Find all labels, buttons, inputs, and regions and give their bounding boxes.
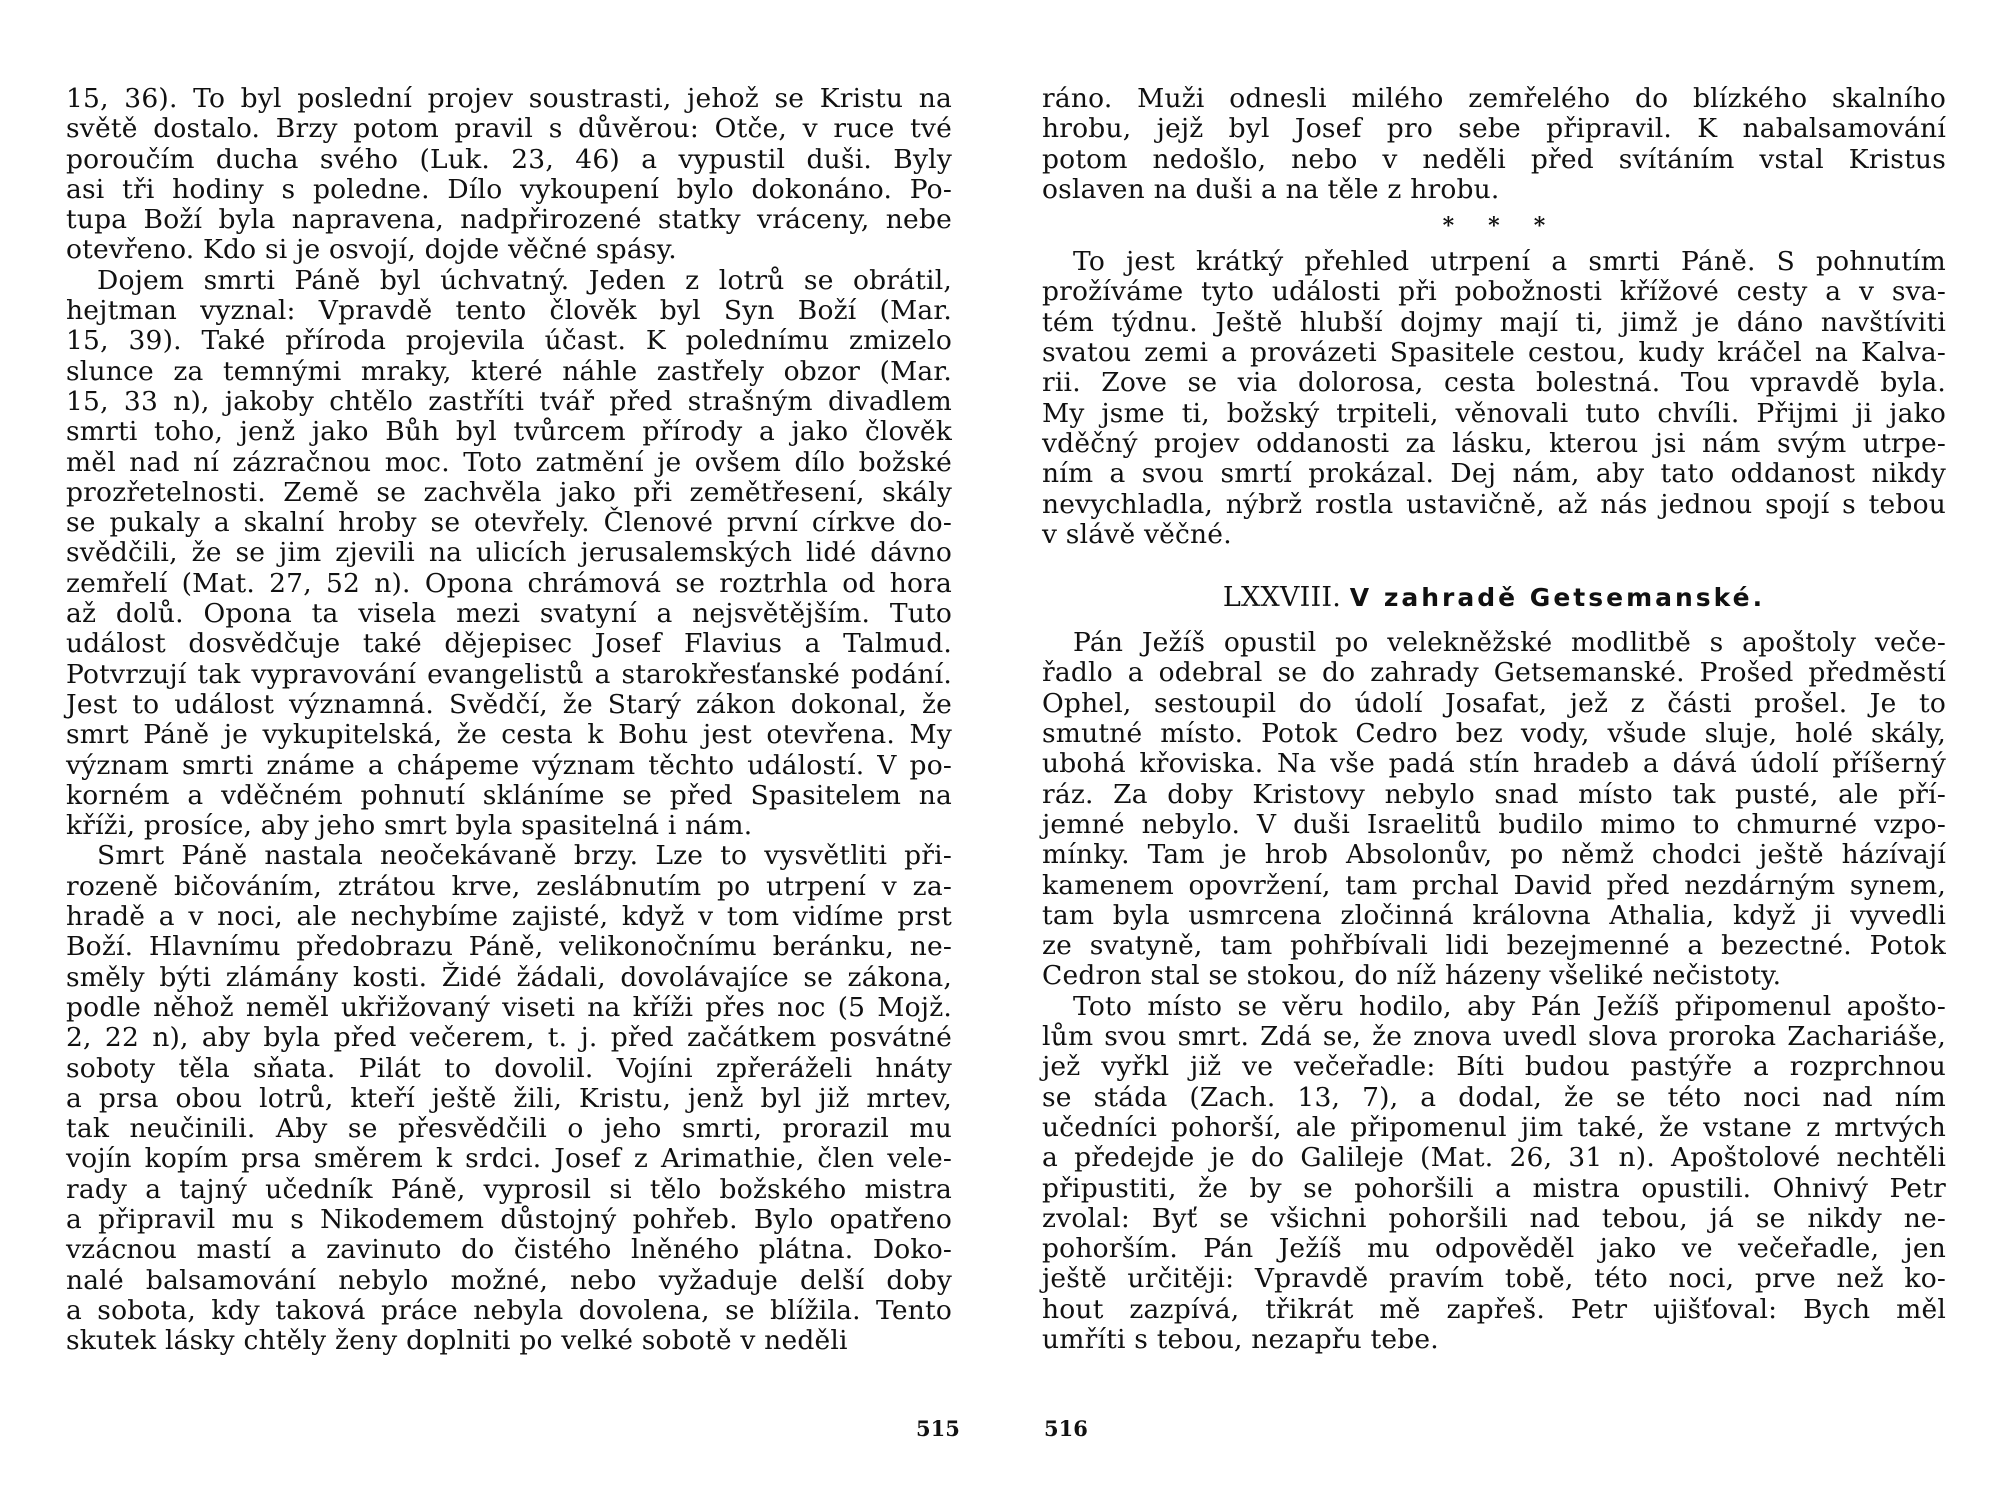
text-line: Jest to událost významná. Svědčí, že Starý zákon dokonal, že [66, 688, 952, 720]
continuation-paragraph [1042, 84, 1946, 205]
chapter-title: V zahradě Getsemanské. [1349, 583, 1766, 613]
text-line: lům svou smrt. Zdá se, že znova uvedl slova proroka Zachariáše, [1042, 1021, 1946, 1053]
section-separator: * * * [1442, 213, 1546, 240]
text-line: oslaven na duši a na těle z hrobu. [1042, 173, 1500, 205]
text-line: a připravil mu s Nikodemem důstojný pohřeb. Bylo opatřeno [66, 1203, 952, 1235]
text-line: poroučím ducha svého (Luk. 23, 46) a vypustil duši. Byly [66, 143, 952, 175]
text-line: vděčný projev oddanosti za lásku, kterou jsi nám svým utrpe- [1042, 427, 1946, 459]
text-line: řadlo a odebral se do zahrady Getsemanské. Prošed předměstí [1042, 657, 1946, 689]
text-line: hrobu, jejž byl Josef pro sebe připravil. K nabalsamování [1042, 113, 1946, 145]
text-line: zvolal: Byť se všichni pohoršili nad tebou, já se nikdy ne- [1042, 1202, 1946, 1234]
text-line: pohorším. Pán Ježíš mu odpověděl jako ve večeřadle, jen [1042, 1233, 1946, 1265]
left-page-text [66, 84, 952, 1356]
text-line: potom nedošlo, nebo v neděli před svítáním vstal Kristus [1042, 143, 1946, 175]
text-line: smrt Páně je vykupitelská, že cesta k Bohu jest otevřena. My [66, 719, 952, 751]
text-line: hout zazpívá, třikrát mě zapřeš. Petr ujišťoval: Bych měl [1042, 1293, 1946, 1325]
text-line: Dojem smrti Páně byl úchvatný. Jeden z lotrů se obrátil, [97, 264, 952, 296]
right-page [998, 0, 1996, 1500]
text-line: ještě určitěji: Vpravdě pravím tobě, této noci, prve než ko- [1042, 1263, 1946, 1295]
text-line: prozřetelnosti. Země se zachvěla jako při zemětřesení, skály [66, 476, 952, 508]
text-line: 15, 33 n), jakoby chtělo zastříti tvář před strašným divadlem [66, 385, 952, 417]
text-line: ubohá křoviska. Na vše padá stín hradeb a dává údolí příšerný [1042, 748, 1946, 780]
text-line: otevřeno. Kdo si je osvojí, dojde věčné spásy. [66, 234, 677, 266]
text-line: připustiti, že by se pohoršili a mistra opustili. Ohnivý Petr [1042, 1172, 1946, 1204]
text-line: se pukaly a skalní hroby se otevřely. Členové první církve do- [66, 507, 952, 539]
text-line: Smrt Páně nastala neočekávaně brzy. Lze to vysvětliti při- [97, 840, 952, 872]
text-line: smutné místo. Potok Cedro bez vody, všude sluje, holé skály, [1042, 718, 1946, 750]
page-number: 516 [1044, 1416, 1088, 1441]
text-line: jemné nebylo. V duši Israelitů budilo mimo to chmurné vzpo- [1042, 808, 1946, 840]
text-line: Boží. Hlavnímu předobrazu Páně, velikonočnímu beránku, ne- [66, 931, 952, 963]
text-line: událost dosvědčuje také dějepisec Josef Flavius a Talmud. [66, 628, 952, 660]
text-line: umříti s tebou, nezapřu tebe. [1042, 1323, 1439, 1355]
text-line: ze svatyně, tam pohřbívali lidi bezejmenné a bezectné. Potok [1042, 930, 1946, 962]
text-line: světě dostalo. Brzy potom pravil s důvěrou: Otče, v ruce tvé [66, 113, 952, 145]
text-line: My jsme ti, božský trpiteli, věnovali tuto chvíli. Přijmi ji jako [1042, 397, 1946, 429]
text-line: smrti toho, jenž jako Bůh byl tvůrcem přírody a jako člověk [66, 416, 952, 448]
text-line: tupa Boží byla napravena, nadpřirozené statky vráceny, nebe [66, 204, 952, 236]
text-line: učedníci pohorší, ale připomenul jim také, že vstane z mrtvých [1042, 1111, 1946, 1143]
chapter-numeral: LXXVIII. [1222, 582, 1341, 614]
text-line: ním a svou smrtí prokázal. Dej nám, aby tato oddanost nikdy [1042, 458, 1946, 490]
text-line: skutek lásky chtěly ženy doplniti po velké sobotě v neděli [66, 1325, 848, 1357]
text-line: tém týdnu. Ještě hlubší dojmy mají ti, jimž je dáno navštíviti [1042, 306, 1946, 338]
text-line: 15, 36). To byl poslední projev soustrasti, jehož se Kristu na [66, 83, 952, 114]
text-line: nevychladla, nýbrž rostla ustavičně, až nás jednou spojí s tebou [1042, 488, 1946, 520]
spacer [1042, 550, 1946, 574]
text-line: Cedron stal se stokou, do níž házeny všeliké nečistoty. [1042, 960, 1782, 992]
text-line: až dolů. Opona ta visela mezi svatyní a nejsvětějším. Tuto [66, 598, 952, 630]
text-line: vojín kopím prsa směrem k srdci. Josef z Arimathie, člen vele- [66, 1143, 952, 1175]
text-line: asi tři hodiny s poledne. Dílo vykoupení bylo dokonáno. Po- [66, 173, 952, 205]
text-line: mínky. Tam je hrob Absolonův, po němž chodci ještě házívají [1042, 839, 1946, 871]
text-line: Potvrzují tak vypravování evangelistů a starokřesťanské podání. [66, 658, 952, 690]
summary-paragraph [1042, 247, 1946, 550]
text-line: ráno. Muži odnesli milého zemřelého do blízkého skalního [1042, 83, 1946, 114]
text-line: svatou zemi a provázeti Spasitele cestou, kudy kráčel na Kalva- [1042, 337, 1946, 369]
right-page-text [1042, 84, 1946, 1355]
text-line: svědčili, že se jim zjevili na ulicích jerusalemských lidé dávno [66, 537, 952, 569]
text-line: význam smrti známe a chápeme význam těchto událostí. V po- [66, 749, 952, 781]
chapter-body [1042, 628, 1946, 1355]
page-number: 515 [916, 1416, 960, 1441]
text-line: kamenem opovržení, tam prchal David před nezdárným synem, [1042, 869, 1946, 901]
text-line: rady a tajný učedník Páně, vyprosil si tělo božského mistra [66, 1173, 952, 1205]
text-line: rozeně bičováním, ztrátou krve, zeslábnutím po utrpení v za- [66, 870, 952, 902]
text-line: tam byla usmrcena zločinná královna Athalia, když ji vyvedli [1042, 899, 1946, 931]
text-line: tak neučinili. Aby se přesvědčili o jeho smrti, prorazil mu [66, 1113, 952, 1145]
text-line: Ophel, sestoupil do údolí Josafat, jež z části prošel. Je to [1042, 687, 1946, 719]
text-line: v slávě věčné. [1042, 518, 1232, 550]
text-line: Toto místo se věru hodilo, aby Pán Ježíš připomenul apošto- [1073, 990, 1946, 1022]
text-line: měl nad ní zázračnou moc. Toto zatmění je ovšem dílo božské [66, 446, 952, 478]
text-line: hradě a v noci, ale nechybíme zajisté, když v tom vidíme prst [66, 901, 952, 933]
text-line: hejtman vyznal: Vpravdě tento člověk byl Syn Boží (Mar. [66, 295, 952, 327]
text-line: jež vyřkl již ve večeřadle: Bíti budou pastýře a rozprchnou [1042, 1051, 1946, 1083]
chapter-heading [1042, 574, 1946, 622]
text-line: podle něhož neměl ukřižovaný viseti na kříži přes noc (5 Mojž. [66, 991, 952, 1023]
text-line: a předejde je do Galileje (Mat. 26, 31 n). Apoštolové nechtěli [1042, 1142, 1946, 1174]
text-line: rii. Zove se via dolorosa, cesta bolestná. Tou vpravdě byla. [1042, 367, 1946, 399]
text-line: To jest krátký přehled utrpení a smrti Páně. S pohnutím [1073, 246, 1946, 278]
text-line: Pán Ježíš opustil po velekněžské modlitbě s apoštoly veče- [1073, 627, 1946, 659]
text-line: korném a vděčném pohnutí skláníme se před Spasitelem na [66, 779, 952, 811]
text-line: ráz. Za doby Kristovy nebylo snad místo tak pusté, ale pří- [1042, 778, 1946, 810]
text-line: nalé balsamování nebylo možné, nebo vyžaduje delší doby [66, 1264, 952, 1296]
text-line: a sobota, kdy taková práce nebyla dovolena, se blížila. Tento [66, 1294, 952, 1326]
text-line: kříži, prosíce, aby jeho smrt byla spasitelná i nám. [66, 810, 753, 842]
text-line: se stáda (Zach. 13, 7), a dodal, že se této noci nad ním [1042, 1081, 1946, 1113]
text-line: soboty těla sňata. Pilát to dovolil. Vojíni zpřeráželi hnáty [66, 1052, 952, 1084]
text-line: slunce za temnými mraky, které náhle zastřely obzor (Mar. [66, 355, 952, 387]
text-line: 15, 39). Také příroda projevila účast. K polednímu zmizelo [66, 325, 952, 357]
text-line: a prsa obou lotrů, kteří ještě žili, Kristu, jenž byl již mrtev, [66, 1082, 952, 1114]
text-line: vzácnou mastí a zavinuto do čistého lněného plátna. Doko- [66, 1234, 952, 1266]
text-line: prožíváme tyto události při pobožnosti křížové cesty a v sva- [1042, 276, 1946, 308]
text-line: 2, 22 n), aby byla před večerem, t. j. před začátkem posvátné [66, 1022, 952, 1054]
text-line: směly býti zlámány kosti. Židé žádali, dovolávajíce se zákona, [66, 961, 952, 993]
text-line: zemřelí (Mat. 27, 52 n). Opona chrámová se roztrhla od hora [66, 567, 952, 599]
